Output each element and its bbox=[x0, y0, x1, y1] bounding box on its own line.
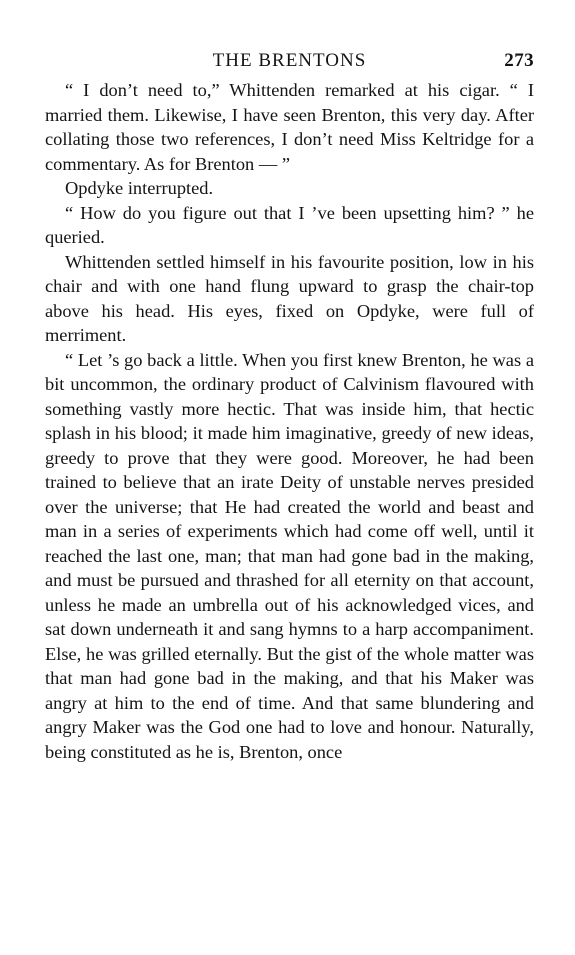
paragraph: Whittenden settled himself in his favourite position, low in his chair and with one hand flung upward to grasp the chair-top above his head. His eyes, fixed on Opdyke, were full of merriment. bbox=[45, 251, 534, 345]
paragraph: “ How do you figure out that I ’ve been upsetting him? ” he queried. bbox=[45, 202, 534, 247]
paragraph: “ I don’t need to,” Whittenden remarked at his cigar. “ I married them. Likewise, I have seen Brenton, this very day. After collating those two references, I don’t need Miss Keltridge for a commentary. As for Brenton — ” bbox=[45, 80, 534, 174]
paragraph: “ Let ’s go back a little. When you first knew Brenton, he was a bit uncommon, the ordinary product of Calvinism flavoured with something vastly more hectic. That was inside him, that hectic splash in his blood; it made him imaginative, greedy of new ideas, greedy to prove that they were good. Moreover, he had been trained to believe that an irate Deity of unstable nerves presided over the universe; that He had created the world and beast and man in a series of experiments which had come off well, until it reached the last one, man; that man had gone bad in the making, and must be pursued and thrashed for all eternity on that account, unless he made an umbrella out of his acknowledged vices, and sat down underneath it and sang hymns to a harp accompaniment. Else, he was grilled eternally. But the gist of the whole matter was that man had gone bad in the making, and that his Maker was angry at him to the end of time. And that same blundering and angry Maker was the God one had to love and honour. Naturally, being constituted as he is, Brenton, once bbox=[45, 349, 534, 762]
book-page bbox=[45, 50, 534, 764]
page-header bbox=[45, 50, 534, 78]
page-number: 273 bbox=[504, 50, 534, 71]
body-text bbox=[45, 78, 534, 764]
paragraph: Opdyke interrupted. bbox=[65, 178, 214, 198]
running-title: THE BRENTONS bbox=[212, 50, 367, 71]
